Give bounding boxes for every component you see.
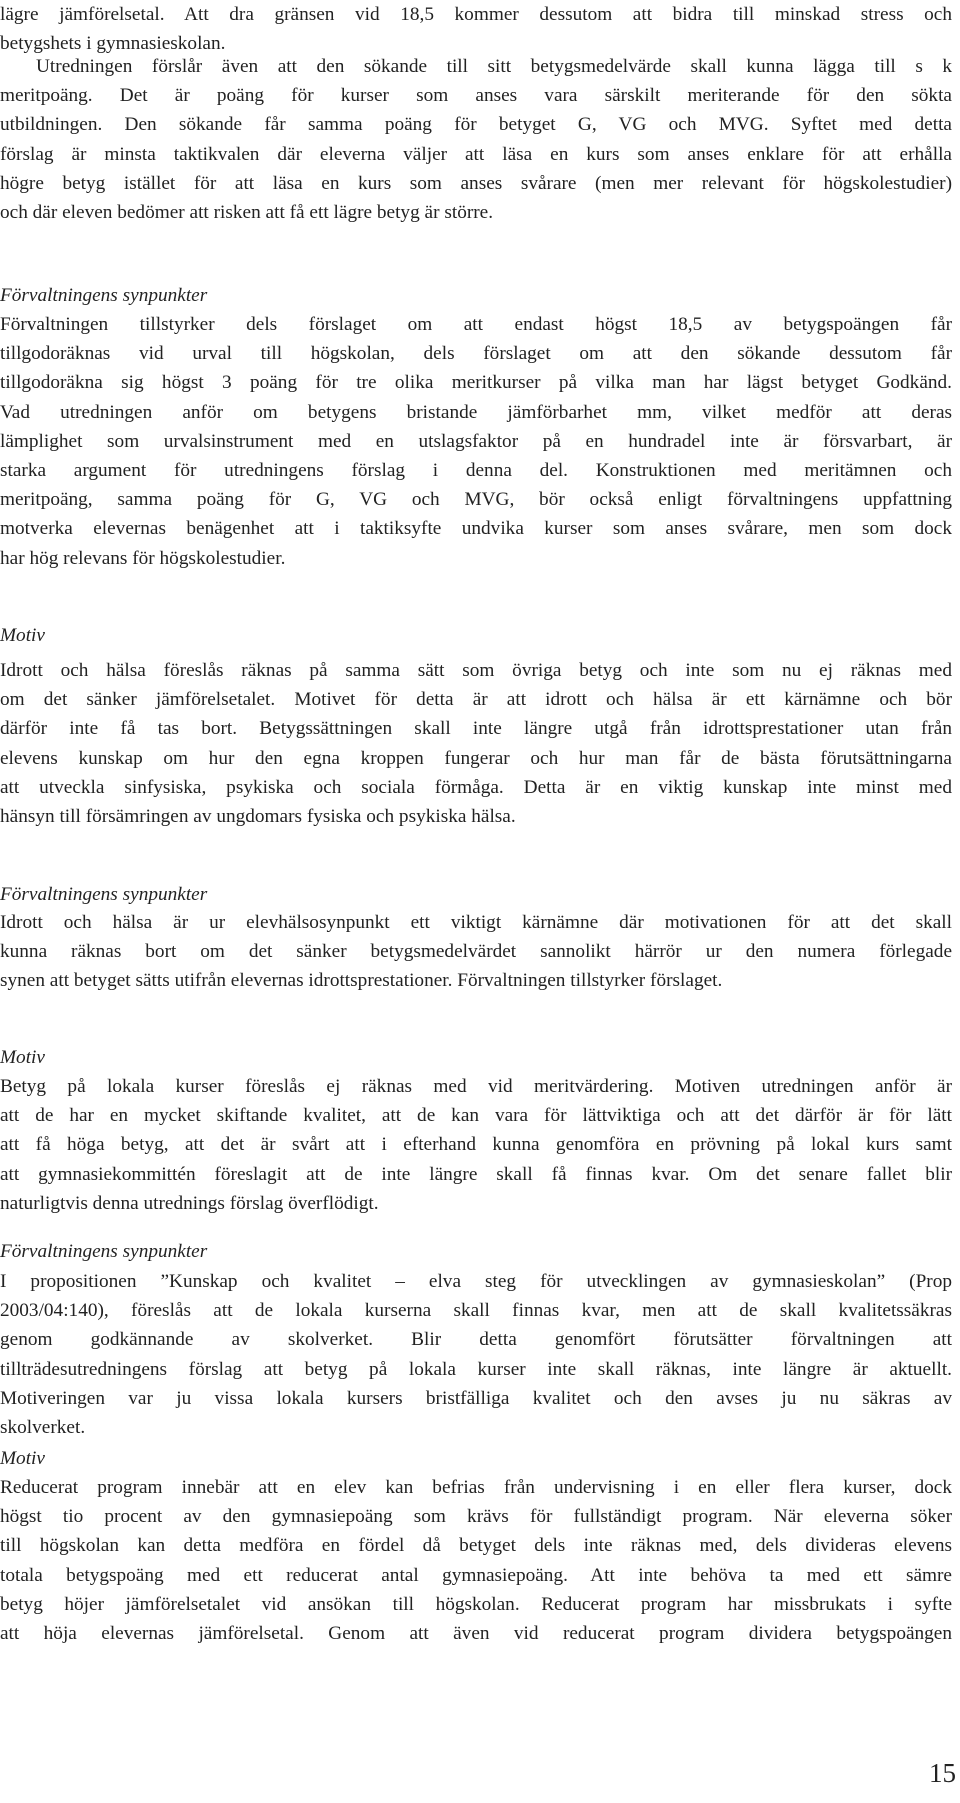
text-line: Reducerat program innebär att en elev kan befrias från undervisning i en eller flera kurser, dock bbox=[0, 1477, 952, 1498]
text-line: tillträdesutredningens förslag att betyg på lokala kurser inte skall räknas, inte längre är aktuellt. bbox=[0, 1358, 952, 1380]
text-line: naturligtvis denna utrednings förslag överflödigt. bbox=[0, 1192, 379, 1214]
paragraph-propositionen bbox=[0, 1267, 952, 1442]
text-line: Idrott och hälsa är ur elevhälsosynpunkt ett viktigt kärnämne där motivationen för att det skall bbox=[0, 912, 952, 933]
section-heading: Motiv bbox=[0, 1047, 45, 1068]
page-number: 15 bbox=[929, 1758, 956, 1788]
section-heading: Motiv bbox=[0, 1448, 45, 1469]
text-line: Utredningen förslår även att den sökande till sitt betygsmedelvärde skall kunna lägga till s k bbox=[36, 56, 952, 77]
text-line: Betyg på lokala kurser föreslås ej räknas med vid meritvärdering. Motiven utredningen anför är bbox=[0, 1076, 952, 1097]
text-line: totala betygspoäng med ett reducerat antal gymnasiepoäng. Att inte behöva ta med ett sämre bbox=[0, 1564, 952, 1586]
text-line: betyg höjer jämförelsetalet vid ansökan till högskolan. Reducerat program har missbrukats i syfte bbox=[0, 1593, 952, 1615]
text-line: förslag är minsta taktikvalen där eleverna väljer att läsa en kurs som anses enklare för att erhålla bbox=[0, 143, 952, 165]
text-line: elevens kunskap om hur den egna kroppen fungerar och hur man får de bästa förutsättningarna bbox=[0, 747, 952, 769]
section-heading: Förvaltningens synpunkter bbox=[0, 884, 208, 905]
text-line: betygshets i gymnasieskolan. bbox=[0, 33, 226, 55]
paragraph-lokala-kurser-motiv bbox=[0, 1072, 952, 1218]
text-line: att gymnasiekommittén föreslagit att de inte längre skall få finnas kvar. Om det senare fallet blir bbox=[0, 1163, 952, 1185]
section-heading: Förvaltningens synpunkter bbox=[0, 285, 208, 306]
text-line: och där eleven bedömer att risken att få ett lägre betyg är större. bbox=[0, 201, 494, 223]
text-line: till högskolan kan detta medföra en fördel då betyget dels inte räknas med, dels divideras elevens bbox=[0, 1535, 952, 1557]
paragraph-idrott-motiv bbox=[0, 656, 952, 831]
paragraph-meritpoang bbox=[0, 52, 952, 227]
text-line: lägre jämförelsetal. Att dra gränsen vid 18,5 kommer dessutom att bidra till minskad stress och bbox=[0, 4, 952, 25]
section-heading: Motiv bbox=[0, 625, 45, 646]
text-line: 2003/04:140), föreslås att de lokala kurserna skall finnas kvar, men att de skall kvalitetssäkras bbox=[0, 1300, 952, 1322]
text-line: tillgodoräkna sig högst 3 poäng för tre olika meritkurser på vilka man har lägst betyget Godkänd. bbox=[0, 372, 952, 394]
text-line: hänsyn till försämringen av ungdomars fysiska och psykiska hälsa. bbox=[0, 805, 516, 827]
text-line: lämplighet som urvalsinstrument med en utslagsfaktor på en hundradel inte är försvarbart, är bbox=[0, 430, 952, 452]
text-line: Motiveringen var ju vissa lokala kursers bristfälliga kvalitet och den avses ju nu säkras av bbox=[0, 1387, 952, 1409]
text-line: att få höga betyg, att det är svårt att i efterhand kunna genomföra en prövning på lokal kurs samt bbox=[0, 1134, 952, 1156]
text-line: meritpoäng, samma poäng för G, VG och MVG, bör också enligt förvaltningens uppfattning bbox=[0, 489, 952, 511]
paragraph-forvaltningen-tillstyrker bbox=[0, 310, 952, 573]
text-line: högst tio procent av den gymnasiepoäng som krävs för fullständigt program. När eleverna söker bbox=[0, 1506, 952, 1528]
text-line: högre betyg istället för att läsa en kurs som anses svårare (men mer relevant för högskolestudier) bbox=[0, 172, 952, 194]
text-line: genom godkännande av skolverket. Blir detta genomfört förutsätter förvaltningen att bbox=[0, 1329, 952, 1351]
text-line: att höja elevernas jämförelsetal. Genom att även vid reducerat program dividera betygspoängen bbox=[0, 1622, 952, 1644]
text-line: därför inte få tas bort. Betygssättningen skall inte längre utgå från idrottsprestationer utan från bbox=[0, 718, 952, 740]
text-line: utbildningen. Den sökande får samma poäng för betyget G, VG och MVG. Syftet med detta bbox=[0, 114, 952, 136]
text-line: att utveckla sinfysiska, psykiska och sociala förmåga. Detta är en viktig kunskap inte minst med bbox=[0, 776, 952, 798]
text-line: synen att betyget sätts utifrån elevernas idrottsprestationer. Förvaltningen tillstyrker förslaget. bbox=[0, 970, 723, 992]
text-line: har hög relevans för högskolestudier. bbox=[0, 547, 286, 569]
text-line: att de har en mycket skiftande kvalitet, att de kan vara för lättviktiga och att det därför är för lätt bbox=[0, 1105, 952, 1127]
paragraph-reducerat-program bbox=[0, 1473, 952, 1648]
paragraph-continuation bbox=[0, 0, 952, 58]
paragraph-idrott-synpunkter bbox=[0, 908, 952, 996]
text-line: starka argument för utredningens förslag i denna del. Konstruktionen med meritämnen och bbox=[0, 459, 952, 481]
text-line: Idrott och hälsa föreslås räknas på samma sätt som övriga betyg och inte som nu ej räknas med bbox=[0, 660, 952, 681]
text-line: skolverket. bbox=[0, 1416, 86, 1438]
text-line: meritpoäng. Det är poäng för kurser som anses vara särskilt meriterande för den sökta bbox=[0, 85, 952, 107]
text-line: om det sänker jämförelsetalet. Motivet för detta är att idrott och hälsa är ett kärnämne och bör bbox=[0, 689, 952, 711]
text-line: kunna räknas bort om det sänker betygsmedelvärdet sannolikt härrör ur den numera förlegade bbox=[0, 941, 952, 963]
text-line: I propositionen ”Kunskap och kvalitet – elva steg för utvecklingen av gymnasieskolan” (Prop bbox=[0, 1271, 952, 1292]
section-heading: Förvaltningens synpunkter bbox=[0, 1241, 208, 1262]
text-line: Vad utredningen anför om betygens bristande jämförbarhet mm, vilket medför att deras bbox=[0, 401, 952, 423]
text-line: motverka elevernas benägenhet att i taktiksyfte undvika kurser som anses svårare, men som dock bbox=[0, 518, 952, 540]
text-line: Förvaltningen tillstyrker dels förslaget om att endast högst 18,5 av betygspoängen får bbox=[0, 314, 952, 335]
text-line: tillgodoräknas vid urval till högskolan, dels förslaget om att den sökande dessutom får bbox=[0, 343, 952, 365]
